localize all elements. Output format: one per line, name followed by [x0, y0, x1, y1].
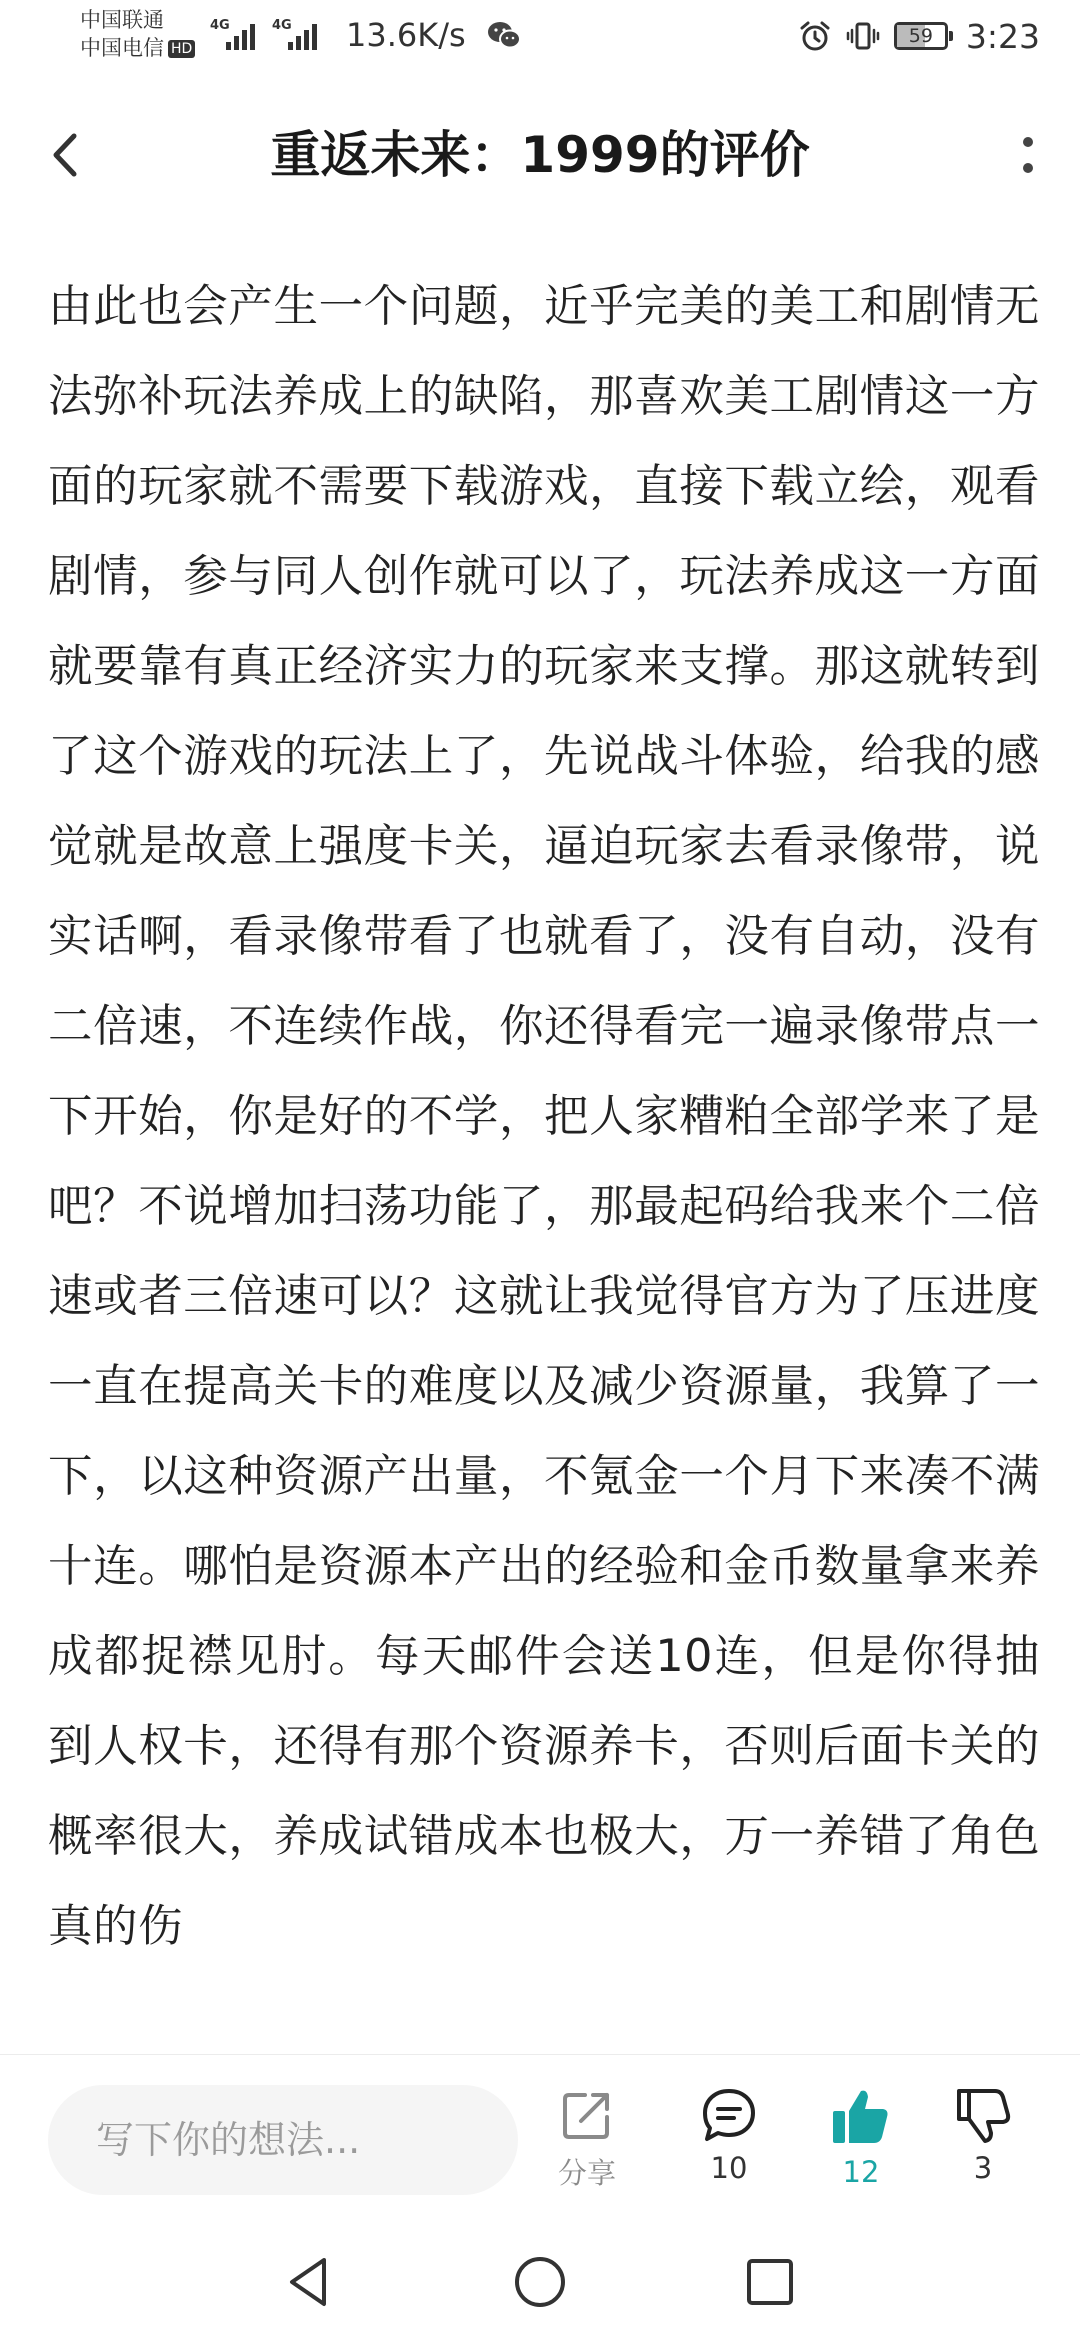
nav-home-icon[interactable]	[508, 2250, 572, 2314]
more-options-icon[interactable]	[998, 120, 1058, 190]
dislike-button[interactable]	[928, 2085, 1038, 2215]
share-label: 分享	[557, 2156, 616, 2190]
carrier-1: 中国联通	[80, 8, 164, 32]
like-count: 12	[842, 2155, 880, 2189]
network-type-2: 4G	[272, 18, 292, 33]
share-icon	[557, 2085, 617, 2145]
comment-input[interactable]	[48, 2085, 518, 2195]
article-body-text: 由此也会产生一个问题，近乎完美的美工和剧情无法弥补玩法养成上的缺陷，那喜欢美工剧情这一方面的玩家就不需要下载游戏，直接下载立绘，观看剧情，参与同人创作就可以了，玩法养成这一方面就要靠有真正经济实力的玩家来支撑。那这就转到了这个游戏的玩法上了，先说战斗体验，给我的感觉就是故意上强度卡关，逼迫玩家去看录像带，说实话啊，看录像带看了也就看了，没有自动，没有二倍速，不连续作战，你还得看完一遍录像带点一下开始，你是好的不学，把人家糟粕全部学来了是吧？不说增加扫荡功能了，那最起码给我来个二倍速或者三倍速可以？这就让我觉得官方为了压进度一直在提高关卡的难度以及减少资源量，我算了一下，以这种资源产出量，不氪金一个月下来凑不满十连。哪怕是资源本产出的经验和金币数量拿来养成都捉襟见肘。每天邮件会送10连，但是你得抽到人权卡，还得有那个资源养卡，否则后面卡关的概率很大，养成试错成本也极大，万一养错了角色真的伤	[48, 281, 1040, 1952]
comment-count: 10	[710, 2151, 748, 2185]
nav-back-icon[interactable]	[278, 2250, 342, 2314]
vibrate-icon	[846, 19, 880, 53]
dislike-count: 3	[973, 2151, 993, 2185]
header	[0, 90, 1080, 220]
battery-level: 59	[908, 25, 933, 47]
action-bar	[0, 2054, 1080, 2225]
share-button[interactable]	[532, 2085, 642, 2215]
article-content[interactable]	[48, 262, 1040, 2052]
thumbs-up-icon	[829, 2085, 893, 2149]
clock: 3:23	[965, 16, 1040, 56]
net-speed: 13.6K/s	[346, 16, 466, 54]
network-type-1: 4G	[210, 18, 230, 33]
comment-button[interactable]	[674, 2085, 784, 2215]
carrier-info	[80, 6, 195, 62]
alarm-icon	[798, 19, 832, 53]
page-title: 重返未来：1999的评价	[270, 126, 810, 184]
comment-bubble-icon	[699, 2085, 759, 2145]
wechat-icon	[486, 20, 522, 50]
thumbs-down-icon	[953, 2085, 1013, 2145]
nav-recent-apps-icon[interactable]	[738, 2250, 802, 2314]
hd-badge: HD	[168, 40, 195, 58]
like-button[interactable]	[806, 2085, 916, 2215]
back-arrow-icon[interactable]	[32, 120, 102, 190]
signal-2-icon	[272, 18, 328, 50]
signal-1-icon	[210, 18, 266, 50]
status-right	[798, 14, 1040, 58]
carrier-2: 中国电信	[80, 36, 164, 60]
status-bar	[0, 0, 1080, 70]
system-nav-bar	[0, 2224, 1080, 2340]
battery-icon	[894, 22, 948, 50]
